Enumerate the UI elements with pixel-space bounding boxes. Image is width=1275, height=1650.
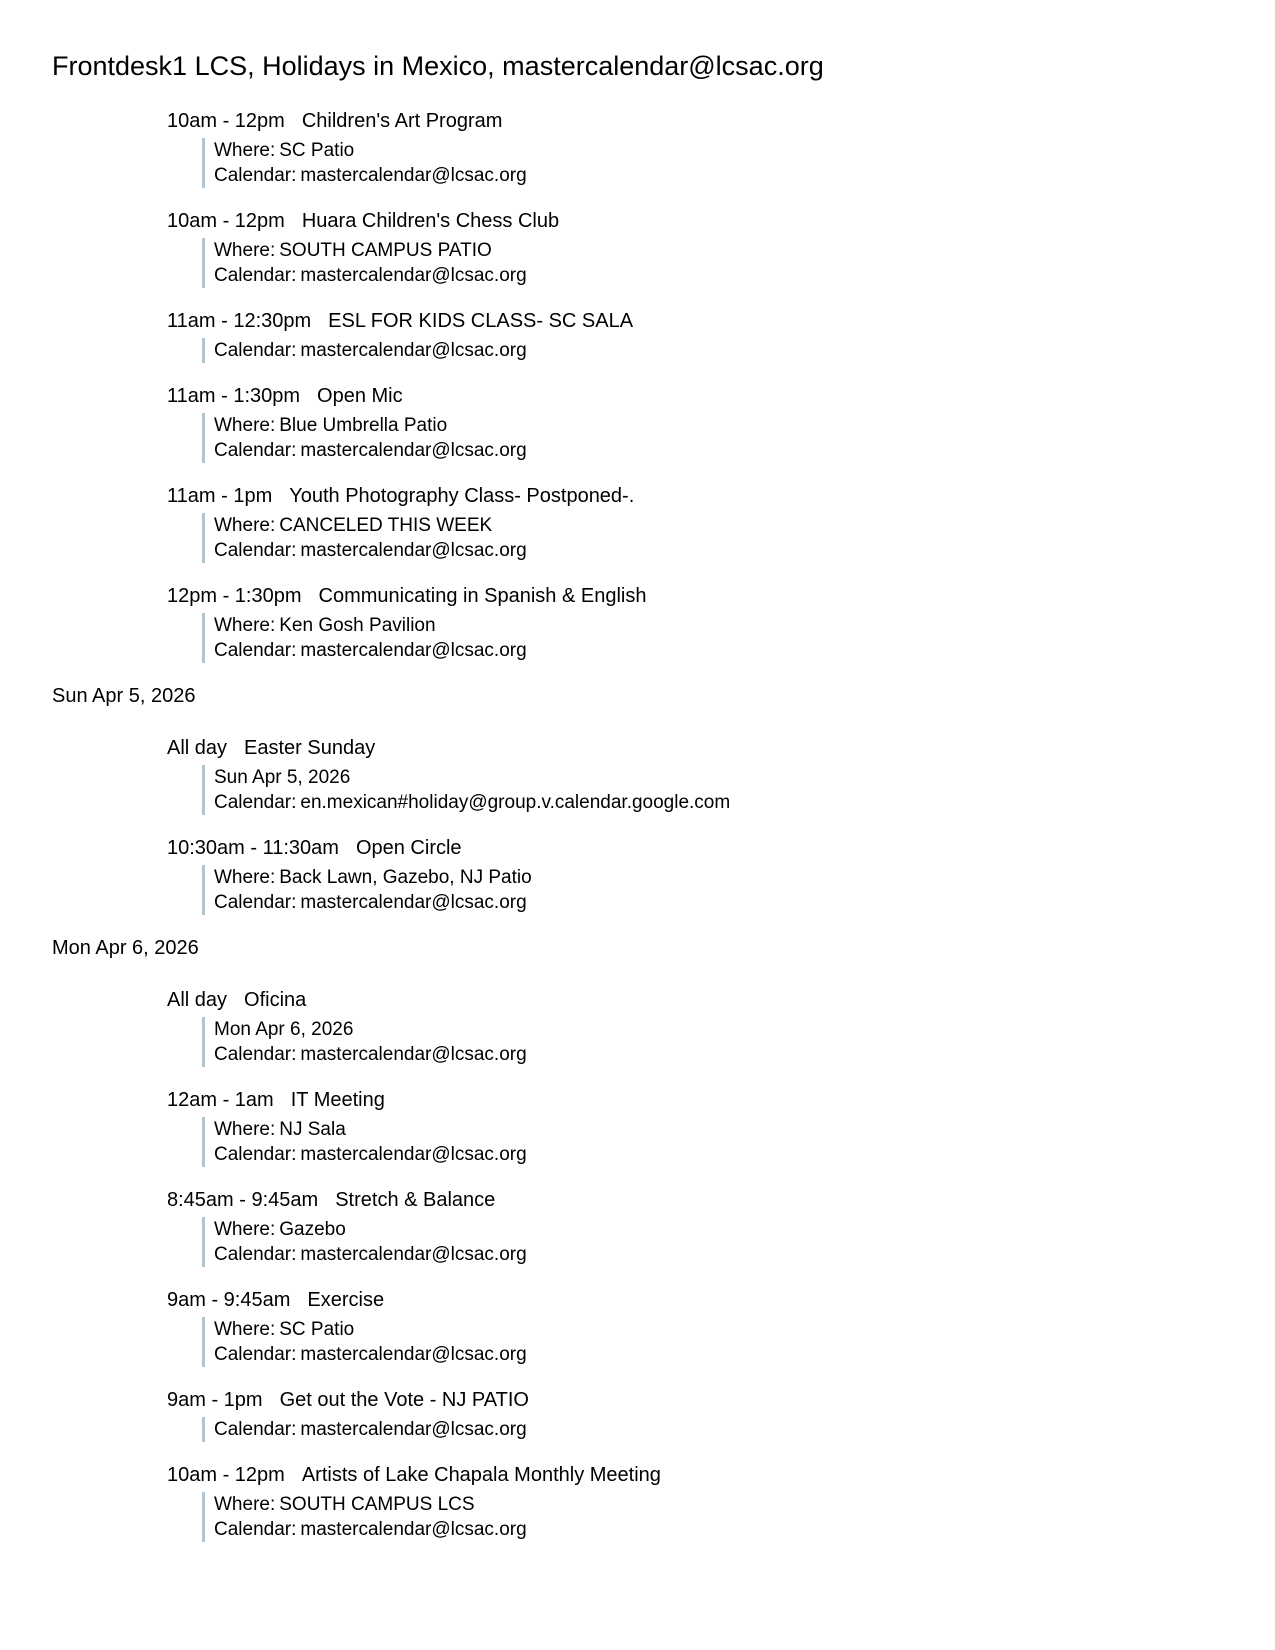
detail-label: Where: <box>214 515 276 536</box>
event-time: 8:45am - 9:45am <box>167 1189 319 1211</box>
detail-value: Back Lawn, Gazebo, NJ Patio <box>279 867 532 888</box>
detail-label: Calendar: <box>214 265 297 286</box>
date-heading: Sun Apr 5, 2026 <box>52 685 196 707</box>
event-title-row <box>52 1387 1235 1413</box>
event-time: All day <box>167 737 228 759</box>
event-details <box>202 1017 1235 1067</box>
detail-label: Where: <box>214 415 276 436</box>
event-title-row <box>52 987 1235 1013</box>
detail-label: Calendar: <box>214 1244 297 1265</box>
detail-label: Calendar: <box>214 640 297 661</box>
event-title-row <box>52 583 1235 609</box>
event-time: 11am - 12:30pm <box>167 310 312 332</box>
detail-line <box>214 238 1235 263</box>
section-events <box>52 108 1235 663</box>
event-time: 11am - 1:30pm <box>167 385 301 407</box>
event-item <box>52 208 1235 288</box>
detail-label: Where: <box>214 240 276 261</box>
event-title: Easter Sunday <box>244 737 376 759</box>
event-title-row <box>52 1087 1235 1113</box>
detail-label: Where: <box>214 1219 276 1240</box>
detail-value: NJ Sala <box>279 1119 346 1140</box>
detail-value: mastercalendar@lcsac.org <box>300 265 527 286</box>
event-item <box>52 1287 1235 1367</box>
event-details <box>202 138 1235 188</box>
detail-value: Sun Apr 5, 2026 <box>214 767 351 788</box>
event-details <box>202 338 1235 363</box>
detail-value: mastercalendar@lcsac.org <box>300 1044 527 1065</box>
detail-line <box>214 1492 1235 1517</box>
detail-label: Calendar: <box>214 792 297 813</box>
detail-line <box>214 338 1235 363</box>
detail-label: Calendar: <box>214 165 297 186</box>
detail-line <box>214 538 1235 563</box>
detail-value: mastercalendar@lcsac.org <box>300 1344 527 1365</box>
detail-line <box>214 765 1235 790</box>
detail-line <box>214 1517 1235 1542</box>
event-time: 12am - 1am <box>167 1089 274 1111</box>
event-title-row <box>52 108 1235 134</box>
date-heading: Mon Apr 6, 2026 <box>52 937 199 959</box>
detail-value: Ken Gosh Pavilion <box>279 615 436 636</box>
detail-value: mastercalendar@lcsac.org <box>300 1144 527 1165</box>
detail-line <box>214 1217 1235 1242</box>
day-section <box>52 683 1235 915</box>
detail-line <box>214 790 1235 815</box>
detail-label: Calendar: <box>214 340 297 361</box>
event-details <box>202 1417 1235 1442</box>
day-section <box>52 108 1235 663</box>
event-time: 9am - 1pm <box>167 1389 263 1411</box>
detail-value: SOUTH CAMPUS LCS <box>279 1494 475 1515</box>
detail-label: Calendar: <box>214 1419 297 1440</box>
detail-value: mastercalendar@lcsac.org <box>300 1519 527 1540</box>
day-section <box>52 935 1235 1542</box>
event-title: Oficina <box>244 989 307 1011</box>
event-time: 9am - 9:45am <box>167 1289 291 1311</box>
detail-value: mastercalendar@lcsac.org <box>300 340 527 361</box>
event-title-row <box>52 208 1235 234</box>
detail-value: mastercalendar@lcsac.org <box>300 1419 527 1440</box>
event-title: ESL FOR KIDS CLASS- SC SALA <box>328 310 634 332</box>
detail-line <box>214 890 1235 915</box>
event-details <box>202 238 1235 288</box>
event-item <box>52 583 1235 663</box>
detail-label: Where: <box>214 1494 276 1515</box>
event-title: Get out the Vote - NJ PATIO <box>279 1389 529 1411</box>
event-time: 10am - 12pm <box>167 1464 285 1486</box>
event-item <box>52 108 1235 188</box>
detail-line <box>214 1342 1235 1367</box>
detail-line <box>214 1142 1235 1167</box>
event-details <box>202 865 1235 915</box>
detail-label: Calendar: <box>214 1144 297 1165</box>
event-time: 12pm - 1:30pm <box>167 585 302 607</box>
detail-line <box>214 1317 1235 1342</box>
event-title: Artists of Lake Chapala Monthly Meeting <box>301 1464 661 1486</box>
detail-value: mastercalendar@lcsac.org <box>300 440 527 461</box>
event-details <box>202 1492 1235 1542</box>
detail-value: SC Patio <box>279 1319 355 1340</box>
event-title: Children's Art Program <box>301 110 503 132</box>
event-item <box>52 987 1235 1067</box>
detail-label: Calendar: <box>214 1344 297 1365</box>
event-details <box>202 613 1235 663</box>
event-details <box>202 1217 1235 1267</box>
detail-value: mastercalendar@lcsac.org <box>300 165 527 186</box>
detail-label: Calendar: <box>214 1519 297 1540</box>
detail-line <box>214 138 1235 163</box>
detail-value: Blue Umbrella Patio <box>279 415 448 436</box>
event-title-row <box>52 1187 1235 1213</box>
detail-label: Where: <box>214 140 276 161</box>
event-details <box>202 513 1235 563</box>
detail-line <box>214 638 1235 663</box>
event-details <box>202 413 1235 463</box>
detail-label: Calendar: <box>214 892 297 913</box>
section-events <box>52 987 1235 1542</box>
event-title-row <box>52 483 1235 509</box>
detail-line <box>214 513 1235 538</box>
detail-value: en.mexican#holiday@group.v.calendar.google.com <box>300 792 731 813</box>
event-title: Open Mic <box>317 385 403 407</box>
event-item <box>52 1187 1235 1267</box>
event-details <box>202 1117 1235 1167</box>
detail-label: Where: <box>214 615 276 636</box>
detail-line <box>214 1017 1235 1042</box>
detail-line <box>214 438 1235 463</box>
event-item <box>52 835 1235 915</box>
event-details <box>202 765 1235 815</box>
detail-label: Where: <box>214 867 276 888</box>
detail-label: Calendar: <box>214 540 297 561</box>
detail-value: Gazebo <box>279 1219 346 1240</box>
event-item <box>52 308 1235 363</box>
event-item <box>52 1087 1235 1167</box>
detail-line <box>214 263 1235 288</box>
event-title-row <box>52 383 1235 409</box>
event-item <box>52 1462 1235 1542</box>
event-title-row <box>52 1287 1235 1313</box>
detail-value: mastercalendar@lcsac.org <box>300 540 527 561</box>
detail-line <box>214 163 1235 188</box>
detail-line <box>214 1117 1235 1142</box>
event-item <box>52 735 1235 815</box>
event-title: Open Circle <box>355 837 462 859</box>
event-title-row <box>52 835 1235 861</box>
event-time: 10am - 12pm <box>167 210 285 232</box>
detail-label: Where: <box>214 1119 276 1140</box>
detail-value: mastercalendar@lcsac.org <box>300 640 527 661</box>
detail-label: Calendar: <box>214 1044 297 1065</box>
event-title-row <box>52 1462 1235 1488</box>
event-item <box>52 483 1235 563</box>
detail-line <box>214 613 1235 638</box>
page-title: Frontdesk1 LCS, Holidays in Mexico, mastercalendar@lcsac.org <box>52 51 824 81</box>
agenda-sections <box>52 108 1235 1542</box>
detail-line <box>214 865 1235 890</box>
event-title: Stretch & Balance <box>335 1189 496 1211</box>
event-title-row <box>52 308 1235 334</box>
detail-label: Where: <box>214 1319 276 1340</box>
detail-label: Calendar: <box>214 440 297 461</box>
event-title: IT Meeting <box>290 1089 385 1111</box>
detail-value: CANCELED THIS WEEK <box>279 515 493 536</box>
detail-line <box>214 1242 1235 1267</box>
event-item <box>52 1387 1235 1442</box>
event-time: 11am - 1pm <box>167 485 273 507</box>
section-events <box>52 735 1235 915</box>
event-title: Huara Children's Chess Club <box>301 210 560 232</box>
detail-value: Mon Apr 6, 2026 <box>214 1019 354 1040</box>
detail-line <box>214 1042 1235 1067</box>
detail-value: mastercalendar@lcsac.org <box>300 892 527 913</box>
detail-line <box>214 1417 1235 1442</box>
event-title-row <box>52 735 1235 761</box>
detail-value: SC Patio <box>279 140 355 161</box>
detail-line <box>214 413 1235 438</box>
detail-value: mastercalendar@lcsac.org <box>300 1244 527 1265</box>
event-time: 10am - 12pm <box>167 110 285 132</box>
detail-value: SOUTH CAMPUS PATIO <box>279 240 492 261</box>
event-title: Exercise <box>307 1289 385 1311</box>
event-time: All day <box>167 989 228 1011</box>
event-time: 10:30am - 11:30am <box>167 837 339 859</box>
event-details <box>202 1317 1235 1367</box>
event-title: Youth Photography Class- Postponed-. <box>289 485 635 507</box>
event-item <box>52 383 1235 463</box>
event-title: Communicating in Spanish & English <box>318 585 647 607</box>
